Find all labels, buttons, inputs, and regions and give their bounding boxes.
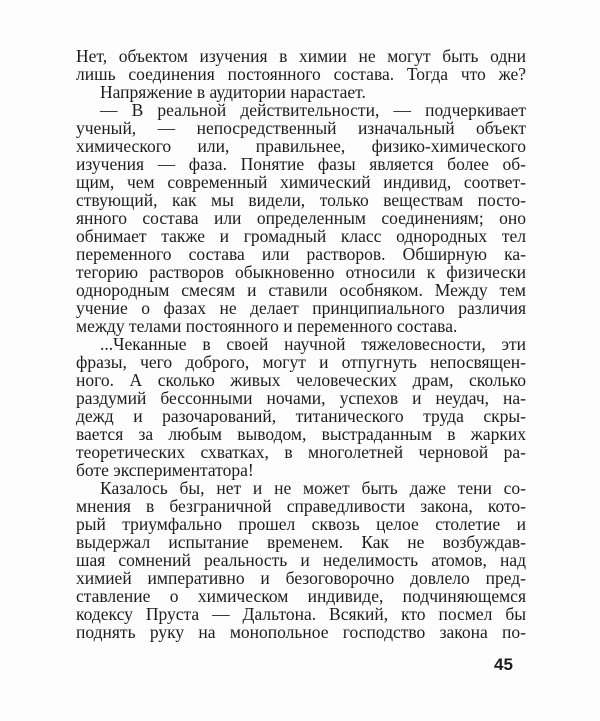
- body-text: [76, 47, 526, 641]
- text-line: учение о фазах не делает принципиального различия: [76, 298, 526, 318]
- text-line: — В реальной действительности, — подчеркивает: [100, 100, 526, 120]
- text-line: теоретических схватках, в многолетней черновой ра-: [76, 442, 526, 462]
- page-number: 45: [494, 655, 513, 674]
- text-line: щим, чем современный химический индивид, соответ-: [76, 172, 526, 192]
- text-line: между телами постоянного и переменного состава.: [76, 316, 458, 336]
- text-line: переменного состава или растворов. Обширную ка-: [76, 244, 526, 264]
- text-line: однородным смесям и ставили особняком. Между тем: [76, 280, 526, 300]
- text-line: ного. А сколько живых человеческих драм, сколько: [76, 370, 526, 390]
- text-line: поднять руку на монопольное господство закона по-: [76, 622, 526, 642]
- text-line: янного состава или определенным соединениям; оно: [76, 208, 526, 228]
- text-line: Нет, объектом изучения в химии не могут быть одни: [76, 46, 526, 66]
- text-line: фразы, чего доброго, могут и отпугнуть непосвящен-: [76, 352, 526, 372]
- text-line: ученый, — непосредственный изначальный объект: [76, 118, 526, 138]
- text-line: вается за любым выводом, выстраданным в жарких: [76, 424, 526, 444]
- text-line: ...Чеканные в своей научной тяжеловесности, эти: [100, 334, 526, 354]
- text-line: раздумий бессонными ночами, успехов и неудач, на-: [76, 388, 526, 408]
- text-line: дежд и разочарований, титанического труда скры-: [76, 406, 526, 426]
- text-line: Напряжение в аудитории нарастает.: [100, 82, 366, 102]
- text-line: выдержал испытание временем. Как не возбуждав-: [76, 532, 526, 552]
- text-line: изучения — фаза. Понятие фазы является более об-: [76, 154, 526, 174]
- text-line: боте экспериментатора!: [76, 460, 254, 480]
- text-line: шая сомнений реальность и неделимость атомов, над: [76, 550, 526, 570]
- text-line: тегорию растворов обыкновенно относили к физически: [76, 262, 526, 282]
- text-line: рый триумфально прошел сквозь целое столетие и: [76, 514, 526, 534]
- text-line: химического или, правильнее, физико-химического: [76, 136, 526, 156]
- text-line: лишь соединения постоянного состава. Тогда что же?: [76, 64, 526, 84]
- text-line: Казалось бы, нет и не может быть даже тени со-: [100, 478, 526, 498]
- text-line: мнения в безграничной справедливости закона, кото-: [76, 496, 526, 516]
- text-line: обнимает также и громадный класс однородных тел: [76, 226, 526, 246]
- text-line: ствующий, как мы видели, только веществам посто-: [76, 190, 526, 210]
- text-line: ставление о химическом индивиде, подчиняющемся: [76, 586, 526, 606]
- text-line: химией императивно и безоговорочно довлело пред-: [76, 568, 526, 588]
- text-line: кодексу Пруста — Дальтона. Всякий, кто посмел бы: [76, 604, 526, 624]
